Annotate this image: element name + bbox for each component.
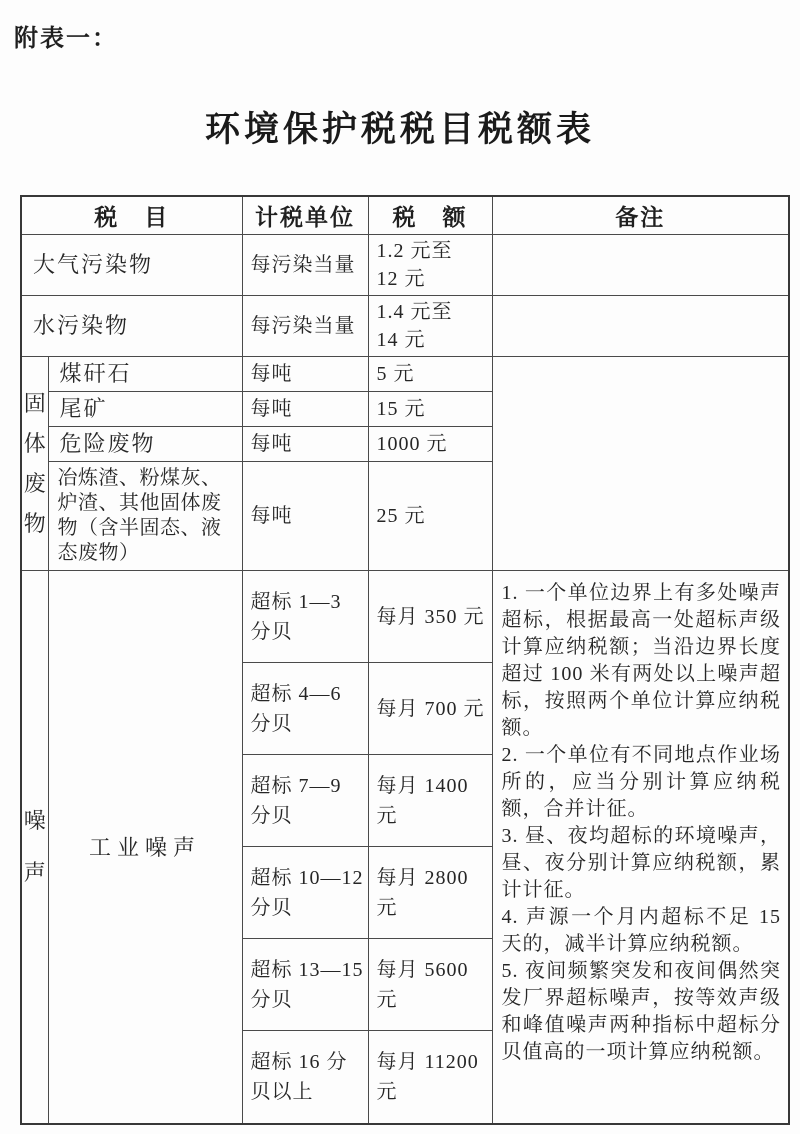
remark-note-4: 4. 声源一个月内超标不足 15 天的，减半计算应纳税额。 <box>501 906 781 955</box>
cell-item-coal-gangue: 煤矸石 <box>48 357 242 392</box>
cell-unit-noise-4: 超标 10—12 分贝 <box>242 847 368 939</box>
cell-unit-tailings: 每吨 <box>242 392 368 427</box>
cell-unit-other-solid-waste: 每吨 <box>242 462 368 571</box>
cell-unit-noise-6: 超标 16 分贝以上 <box>242 1031 368 1124</box>
cell-amount-noise-6: 每月 11200 元 <box>368 1031 492 1124</box>
cell-item-water: 水污染物 <box>21 296 242 357</box>
cell-amount-coal-gangue: 5 元 <box>368 357 492 392</box>
amount-line: 1.2 元至 <box>376 240 453 262</box>
cell-unit-noise-3: 超标 7—9 分贝 <box>242 755 368 847</box>
amount-line: 12 元 <box>376 268 426 290</box>
cell-unit-water: 每污染当量 <box>242 296 368 357</box>
cell-remark-air-empty <box>492 235 789 296</box>
cell-unit-noise-2: 超标 4—6 分贝 <box>242 663 368 755</box>
row-water-pollutants <box>21 296 789 357</box>
header-unit: 计税单位 <box>242 196 368 235</box>
cell-amount-noise-5: 每月 5600 元 <box>368 939 492 1031</box>
annex-label: 附表一： <box>14 25 118 52</box>
cell-item-other-solid-waste: 冶炼渣、粉煤灰、炉渣、其他固体废物（含半固态、液态废物） <box>48 462 242 571</box>
cell-unit-air: 每污染当量 <box>242 235 368 296</box>
header-remark: 备注 <box>492 196 789 235</box>
page-title: 环境保护税税目税额表 <box>204 110 595 149</box>
remark-note-5: 5. 夜间频繁突发和夜间偶然突发厂界超标噪声，按等效声级和峰值噪声两种指标中超标分贝值高的一项计算应纳税额。 <box>501 960 781 1063</box>
cell-item-hazardous: 危险废物 <box>48 427 242 462</box>
cell-item-tailings: 尾矿 <box>48 392 242 427</box>
cell-remark-water-empty <box>492 296 789 357</box>
cell-remark-solid-waste-empty <box>492 357 789 571</box>
cell-remarks-noise <box>492 571 789 1124</box>
cell-amount-other-solid-waste: 25 元 <box>368 462 492 571</box>
noise-group-label: 噪声 <box>23 807 46 885</box>
row-air-pollutants <box>21 235 789 296</box>
cell-group-solid-waste <box>21 357 48 571</box>
row-noise-1-3db <box>21 571 789 663</box>
cell-industrial-noise: 工业噪声 <box>48 571 242 1124</box>
header-tax-item: 税 目 <box>21 196 242 235</box>
cell-item-air: 大气污染物 <box>21 235 242 296</box>
header-amount: 税 额 <box>368 196 492 235</box>
remark-note-3: 3. 昼、夜均超标的环境噪声，昼、夜分别计算应纳税额，累计计征。 <box>501 825 781 901</box>
cell-amount-noise-3: 每月 1400 元 <box>368 755 492 847</box>
cell-unit-noise-1: 超标 1—3 分贝 <box>242 571 368 663</box>
header-row <box>21 196 789 235</box>
amount-line: 14 元 <box>376 329 426 351</box>
cell-amount-noise-4: 每月 2800 元 <box>368 847 492 939</box>
cell-group-noise <box>21 571 48 1124</box>
cell-amount-hazardous: 1000 元 <box>368 427 492 462</box>
cell-amount-air <box>368 235 492 296</box>
cell-unit-hazardous: 每吨 <box>242 427 368 462</box>
cell-unit-noise-5: 超标 13—15 分贝 <box>242 939 368 1031</box>
row-coal-gangue <box>21 357 789 392</box>
cell-amount-water <box>368 296 492 357</box>
cell-amount-noise-1: 每月 350 元 <box>368 571 492 663</box>
remark-note-1: 1. 一个单位边界上有多处噪声超标，根据最高一处超标声级计算应纳税额；当沿边界长度超过 100 米有两处以上噪声超标，按照两个单位计算应纳税额。 <box>501 582 781 739</box>
tax-rate-table <box>20 195 790 1125</box>
cell-unit-coal-gangue: 每吨 <box>242 357 368 392</box>
amount-line: 1.4 元至 <box>376 301 453 323</box>
cell-amount-tailings: 15 元 <box>368 392 492 427</box>
remark-note-2: 2. 一个单位有不同地点作业场所的，应当分别计算应纳税额，合并计征。 <box>501 744 781 820</box>
cell-amount-noise-2: 每月 700 元 <box>368 663 492 755</box>
solid-waste-group-label: 固体废物 <box>23 390 46 536</box>
